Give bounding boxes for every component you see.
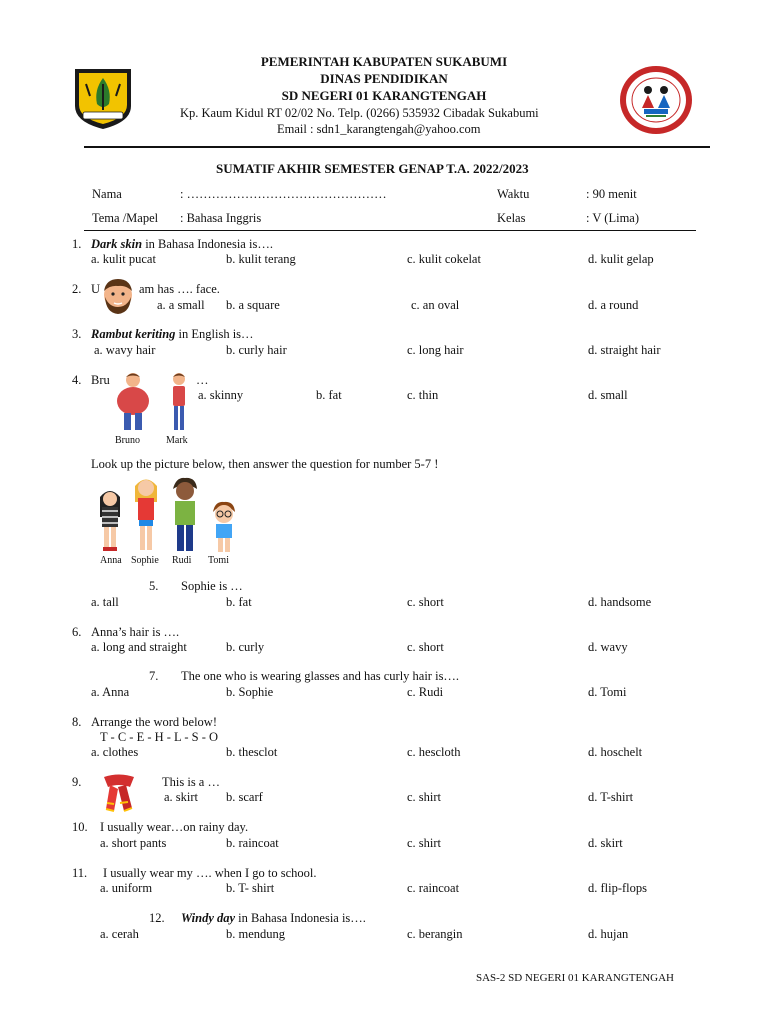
mark-caption: Mark (166, 435, 188, 446)
kid-caption-sophie: Sophie (131, 555, 159, 566)
kid-caption-tomi: Tomi (208, 555, 229, 566)
q10-number: 10. (72, 820, 88, 834)
q11-option-d: d. flip-flops (588, 881, 648, 895)
q12-option-b: b. mendung (226, 927, 286, 941)
q7-option-b: b. Sophie (226, 685, 274, 699)
q6-question: Anna’s hair is …. (91, 625, 180, 639)
name-label: Nama (92, 187, 122, 201)
q8-number: 8. (72, 715, 82, 729)
tomi-boy-illustration (207, 500, 241, 555)
q6-number: 6. (72, 625, 82, 639)
q10-question: I usually wear…on rainy day. (100, 820, 249, 834)
q12-number: 12. (149, 911, 165, 925)
mark-thin-boy-illustration (166, 371, 192, 433)
q5-number: 5. (149, 579, 159, 593)
q4-number: 4. (72, 373, 82, 387)
q1-number: 1. (72, 237, 82, 251)
q9-option-b: b. scarf (226, 790, 263, 804)
q12-question: Windy day in Bahasa Indonesia is…. (181, 911, 366, 925)
q1-question: Dark skin in Bahasa Indonesia is…. (91, 237, 273, 251)
q11-question: I usually wear my …. when I go to school. (103, 866, 317, 880)
q5-option-b: b. fat (226, 595, 252, 609)
q6-option-c: c. short (407, 640, 444, 654)
letterhead-school: SD NEGERI 01 KARANGTENGAH (281, 88, 487, 103)
q8-option-c: c. hescloth (407, 745, 461, 759)
q4-option-b: b. fat (316, 388, 342, 402)
q7-option-d: d. Tomi (588, 685, 627, 699)
q8-option-a: a. clothes (91, 745, 139, 759)
q10-option-d: d. skirt (588, 836, 623, 850)
kid-caption-rudi: Rudi (172, 555, 192, 566)
q2-number: 2. (72, 282, 82, 296)
q7-option-a: a. Anna (91, 685, 130, 699)
bearded-man-face-illustration (100, 277, 136, 317)
q8-option-b: b. thesclot (226, 745, 278, 759)
q12-option-c: c. berangin (407, 927, 463, 941)
letterhead-department: DINAS PENDIDIKAN (320, 71, 448, 86)
q2-prefix: U (91, 282, 101, 296)
q8-option-d: d. hoschelt (588, 745, 643, 759)
q4-option-d: d. small (588, 388, 628, 402)
red-scarf-illustration (98, 773, 140, 815)
q2-option-d: d. a round (588, 298, 639, 312)
q6-option-d: d. wavy (588, 640, 628, 654)
q6-option-b: b. curly (226, 640, 265, 654)
q12-option-a: a. cerah (100, 927, 139, 941)
class-label: Kelas (497, 211, 526, 225)
rudi-boy-illustration (166, 477, 204, 555)
q9-question: This is a … (162, 775, 220, 789)
q3-option-c: c. long hair (407, 343, 464, 357)
q3-option-b: b. curly hair (226, 343, 287, 357)
q1-option-c: c. kulit cokelat (407, 252, 481, 266)
questions-5-7-intro: Look up the picture below, then answer the question for number 5-7 ! (91, 457, 439, 471)
q2-option-a: a. a small (157, 298, 205, 312)
q1-option-a: a. kulit pucat (91, 252, 156, 266)
q1-option-b: b. kulit terang (226, 252, 296, 266)
letterhead-email: Email : sdn1_karangtengah@yahoo.com (277, 122, 481, 136)
q5-option-c: c. short (407, 595, 444, 609)
letterhead-government: PEMERINTAH KABUPATEN SUKABUMI (260, 54, 508, 69)
q11-option-a: a. uniform (100, 881, 153, 895)
q5-option-a: a. tall (91, 595, 119, 609)
letterhead-rule (84, 146, 710, 148)
q7-question: The one who is wearing glasses and has curly hair is…. (181, 669, 460, 683)
time-label: Waktu (497, 187, 530, 201)
bruno-fat-boy-illustration (112, 371, 154, 433)
q11-option-c: c. raincoat (407, 881, 460, 895)
q9-option-c: c. shirt (407, 790, 442, 804)
q4-prefix: Bru (91, 373, 110, 387)
q2-option-b: b. a square (226, 298, 280, 312)
q4-option-c: c. thin (407, 388, 439, 402)
sophie-girl-illustration (130, 476, 162, 554)
exam-title: SUMATIF AKHIR SEMESTER GENAP T.A. 2022/2023 (216, 161, 529, 176)
q7-option-c: c. Rudi (407, 685, 444, 699)
q11-number: 11. (72, 866, 88, 880)
q2-question: am has …. face. (139, 282, 220, 296)
subject-value: : Bahasa Inggris (180, 211, 262, 225)
q3-question: Rambut keriting in English is… (91, 327, 254, 341)
q8-scrambled-letters: T - C - E - H - L - S - O (100, 730, 219, 744)
class-value: : V (Lima) (586, 211, 640, 225)
time-value: : 90 menit (586, 187, 637, 201)
q11-option-b: b. T- shirt (226, 881, 275, 895)
q3-number: 3. (72, 327, 82, 341)
letterhead-address: Kp. Kaum Kidul RT 02/02 No. Telp. (0266) 535932 Cibadak Sukabumi (180, 106, 539, 120)
q10-option-c: c. shirt (407, 836, 442, 850)
q5-option-d: d. handsome (588, 595, 652, 609)
bruno-caption: Bruno (115, 435, 140, 446)
q9-option-a: a. skirt (164, 790, 199, 804)
name-field: : ………………………………………… (180, 187, 387, 201)
q1-option-d: d. kulit gelap (588, 252, 654, 266)
q9-number: 9. (72, 775, 82, 789)
anna-girl-illustration (96, 487, 124, 553)
info-rule (84, 230, 696, 231)
subject-label: Tema /Mapel (92, 211, 159, 225)
page-footer: SAS-2 SD NEGERI 01 KARANGTENGAH (476, 972, 674, 984)
q3-option-a: a. wavy hair (94, 343, 156, 357)
q4-dots: … (196, 373, 209, 387)
q10-option-b: b. raincoat (226, 836, 279, 850)
kid-caption-anna: Anna (100, 555, 122, 566)
q5-question: Sophie is … (181, 579, 243, 593)
q2-option-c: c. an oval (411, 298, 460, 312)
q3-option-d: d. straight hair (588, 343, 661, 357)
q10-option-a: a. short pants (100, 836, 167, 850)
q4-option-a: a. skinny (198, 388, 244, 402)
q8-question: Arrange the word below! (91, 715, 217, 729)
q9-option-d: d. T-shirt (588, 790, 634, 804)
q12-option-d: d. hujan (588, 927, 629, 941)
q6-option-a: a. long and straight (91, 640, 187, 654)
q7-number: 7. (149, 669, 159, 683)
